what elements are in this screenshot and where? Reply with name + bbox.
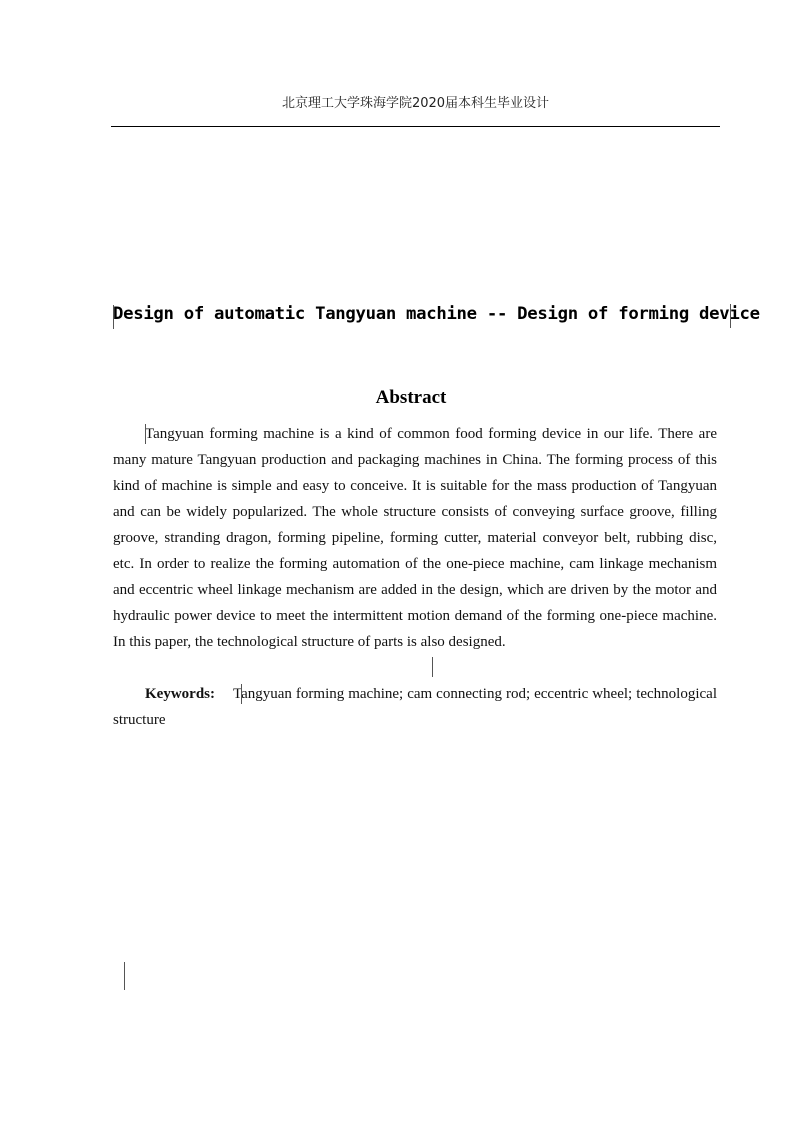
- keywords-value: Tangyuan forming machine; cam connecting rod; eccentric wheel; technological structure: [113, 686, 717, 728]
- running-header: 北京理工大学珠海学院2020届本科生毕业设计: [281, 96, 550, 111]
- keywords-label: Keywords:: [145, 686, 215, 702]
- cursor-mark: [730, 304, 731, 328]
- keywords-paragraph: [113, 681, 717, 733]
- cursor-mark: [432, 657, 433, 677]
- abstract-body: Tangyuan forming machine is a kind of common food forming device in our life. There are many mature Tangyuan production and packaging machines in China. The forming process of this kind of machine is simple and easy to conceive. It is suitable for the mass production of Tangyuan and can be widely popularized. The whole structure consists of conveying surface groove, filling groove, stranding dragon, forming pipeline, forming cutter, material conveyor belt, rubbing disc, etc. In order to realize the forming automation of the one-piece machine, cam linkage mechanism and eccentric wheel linkage mechanism are added in the design, which are driven by the motor and hydraulic power device to meet the intermittent motion demand of the forming one-piece machine. In this paper, the technological structure of parts is also designed.: [113, 426, 717, 650]
- header-rule: [111, 126, 720, 127]
- abstract-heading: Abstract: [375, 387, 447, 408]
- paper-title: Design of automatic Tangyuan machine -- Design of forming device: [113, 304, 760, 324]
- cursor-mark: [145, 424, 146, 444]
- cursor-mark: [241, 684, 242, 704]
- cursor-mark: [124, 962, 125, 990]
